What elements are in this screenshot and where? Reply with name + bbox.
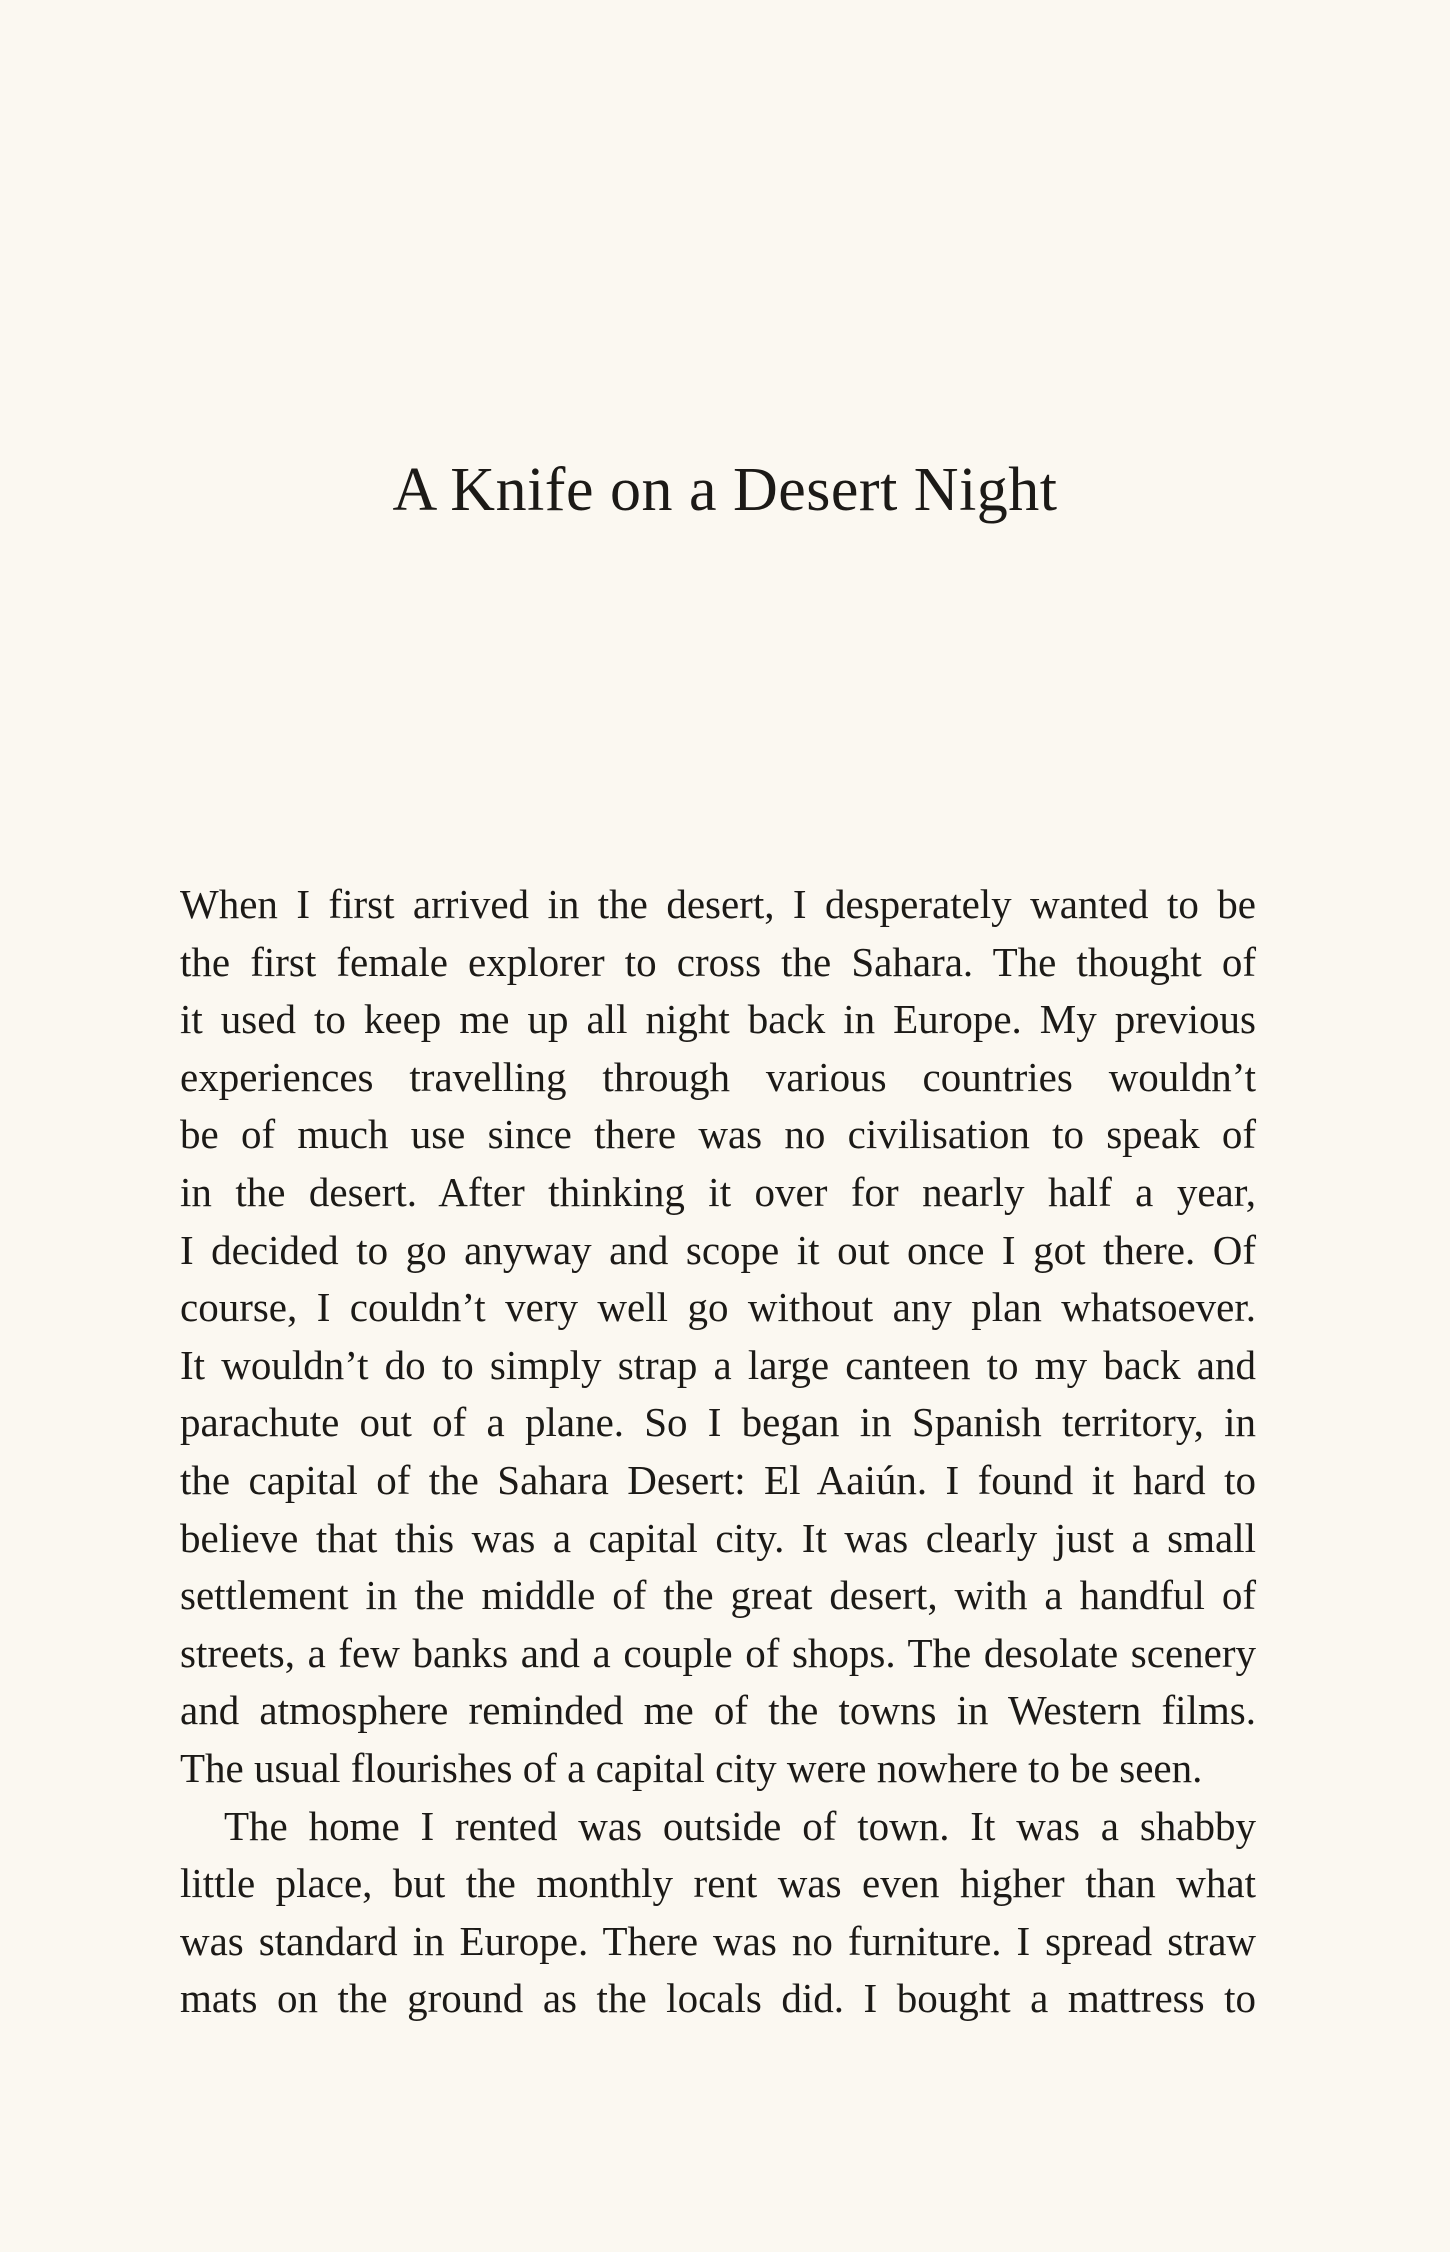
text-line: in the desert. After thinking it over for nearly half a year, — [180, 1168, 1256, 1215]
text-line: and atmosphere reminded me of the towns in Western films. — [180, 1687, 1256, 1734]
text-line: I decided to go anyway and scope it out once I got there. Of — [180, 1226, 1256, 1273]
text-line: streets, a few banks and a couple of shops. The desolate scenery — [180, 1629, 1256, 1676]
text-line: be of much use since there was no civilisation to speak of — [180, 1111, 1256, 1158]
text-line: the capital of the Sahara Desert: El Aaiún. I found it hard to — [180, 1456, 1256, 1503]
text-line: settlement in the middle of the great desert, with a handful of — [180, 1572, 1256, 1619]
text-line: experiences travelling through various countries wouldn’t — [180, 1053, 1256, 1100]
text-line: When I first arrived in the desert, I desperately wanted to be — [180, 881, 1256, 927]
text-line: The usual flourishes of a capital city were nowhere to be seen. — [180, 1744, 1203, 1791]
chapter-title: A Knife on a Desert Night — [392, 456, 1058, 524]
text-line: the first female explorer to cross the Sahara. The thought of — [180, 938, 1256, 985]
text-line: little place, but the monthly rent was even higher than what — [180, 1860, 1256, 1907]
text-line: It wouldn’t do to simply strap a large canteen to my back and — [180, 1341, 1256, 1388]
text-line: was standard in Europe. There was no furniture. I spread straw — [180, 1917, 1256, 1964]
chapter-body — [180, 876, 1256, 2028]
text-line: parachute out of a plane. So I began in Spanish territory, in — [180, 1399, 1256, 1446]
text-line: believe that this was a capital city. It was clearly just a small — [180, 1514, 1256, 1561]
text-line: course, I couldn’t very well go without any plan whatsoever. — [180, 1284, 1256, 1331]
text-line: it used to keep me up all night back in Europe. My previous — [180, 996, 1256, 1043]
text-line: The home I rented was outside of town. It was a shabby — [224, 1802, 1256, 1849]
text-line: mats on the ground as the locals did. I bought a mattress to — [180, 1975, 1256, 2022]
